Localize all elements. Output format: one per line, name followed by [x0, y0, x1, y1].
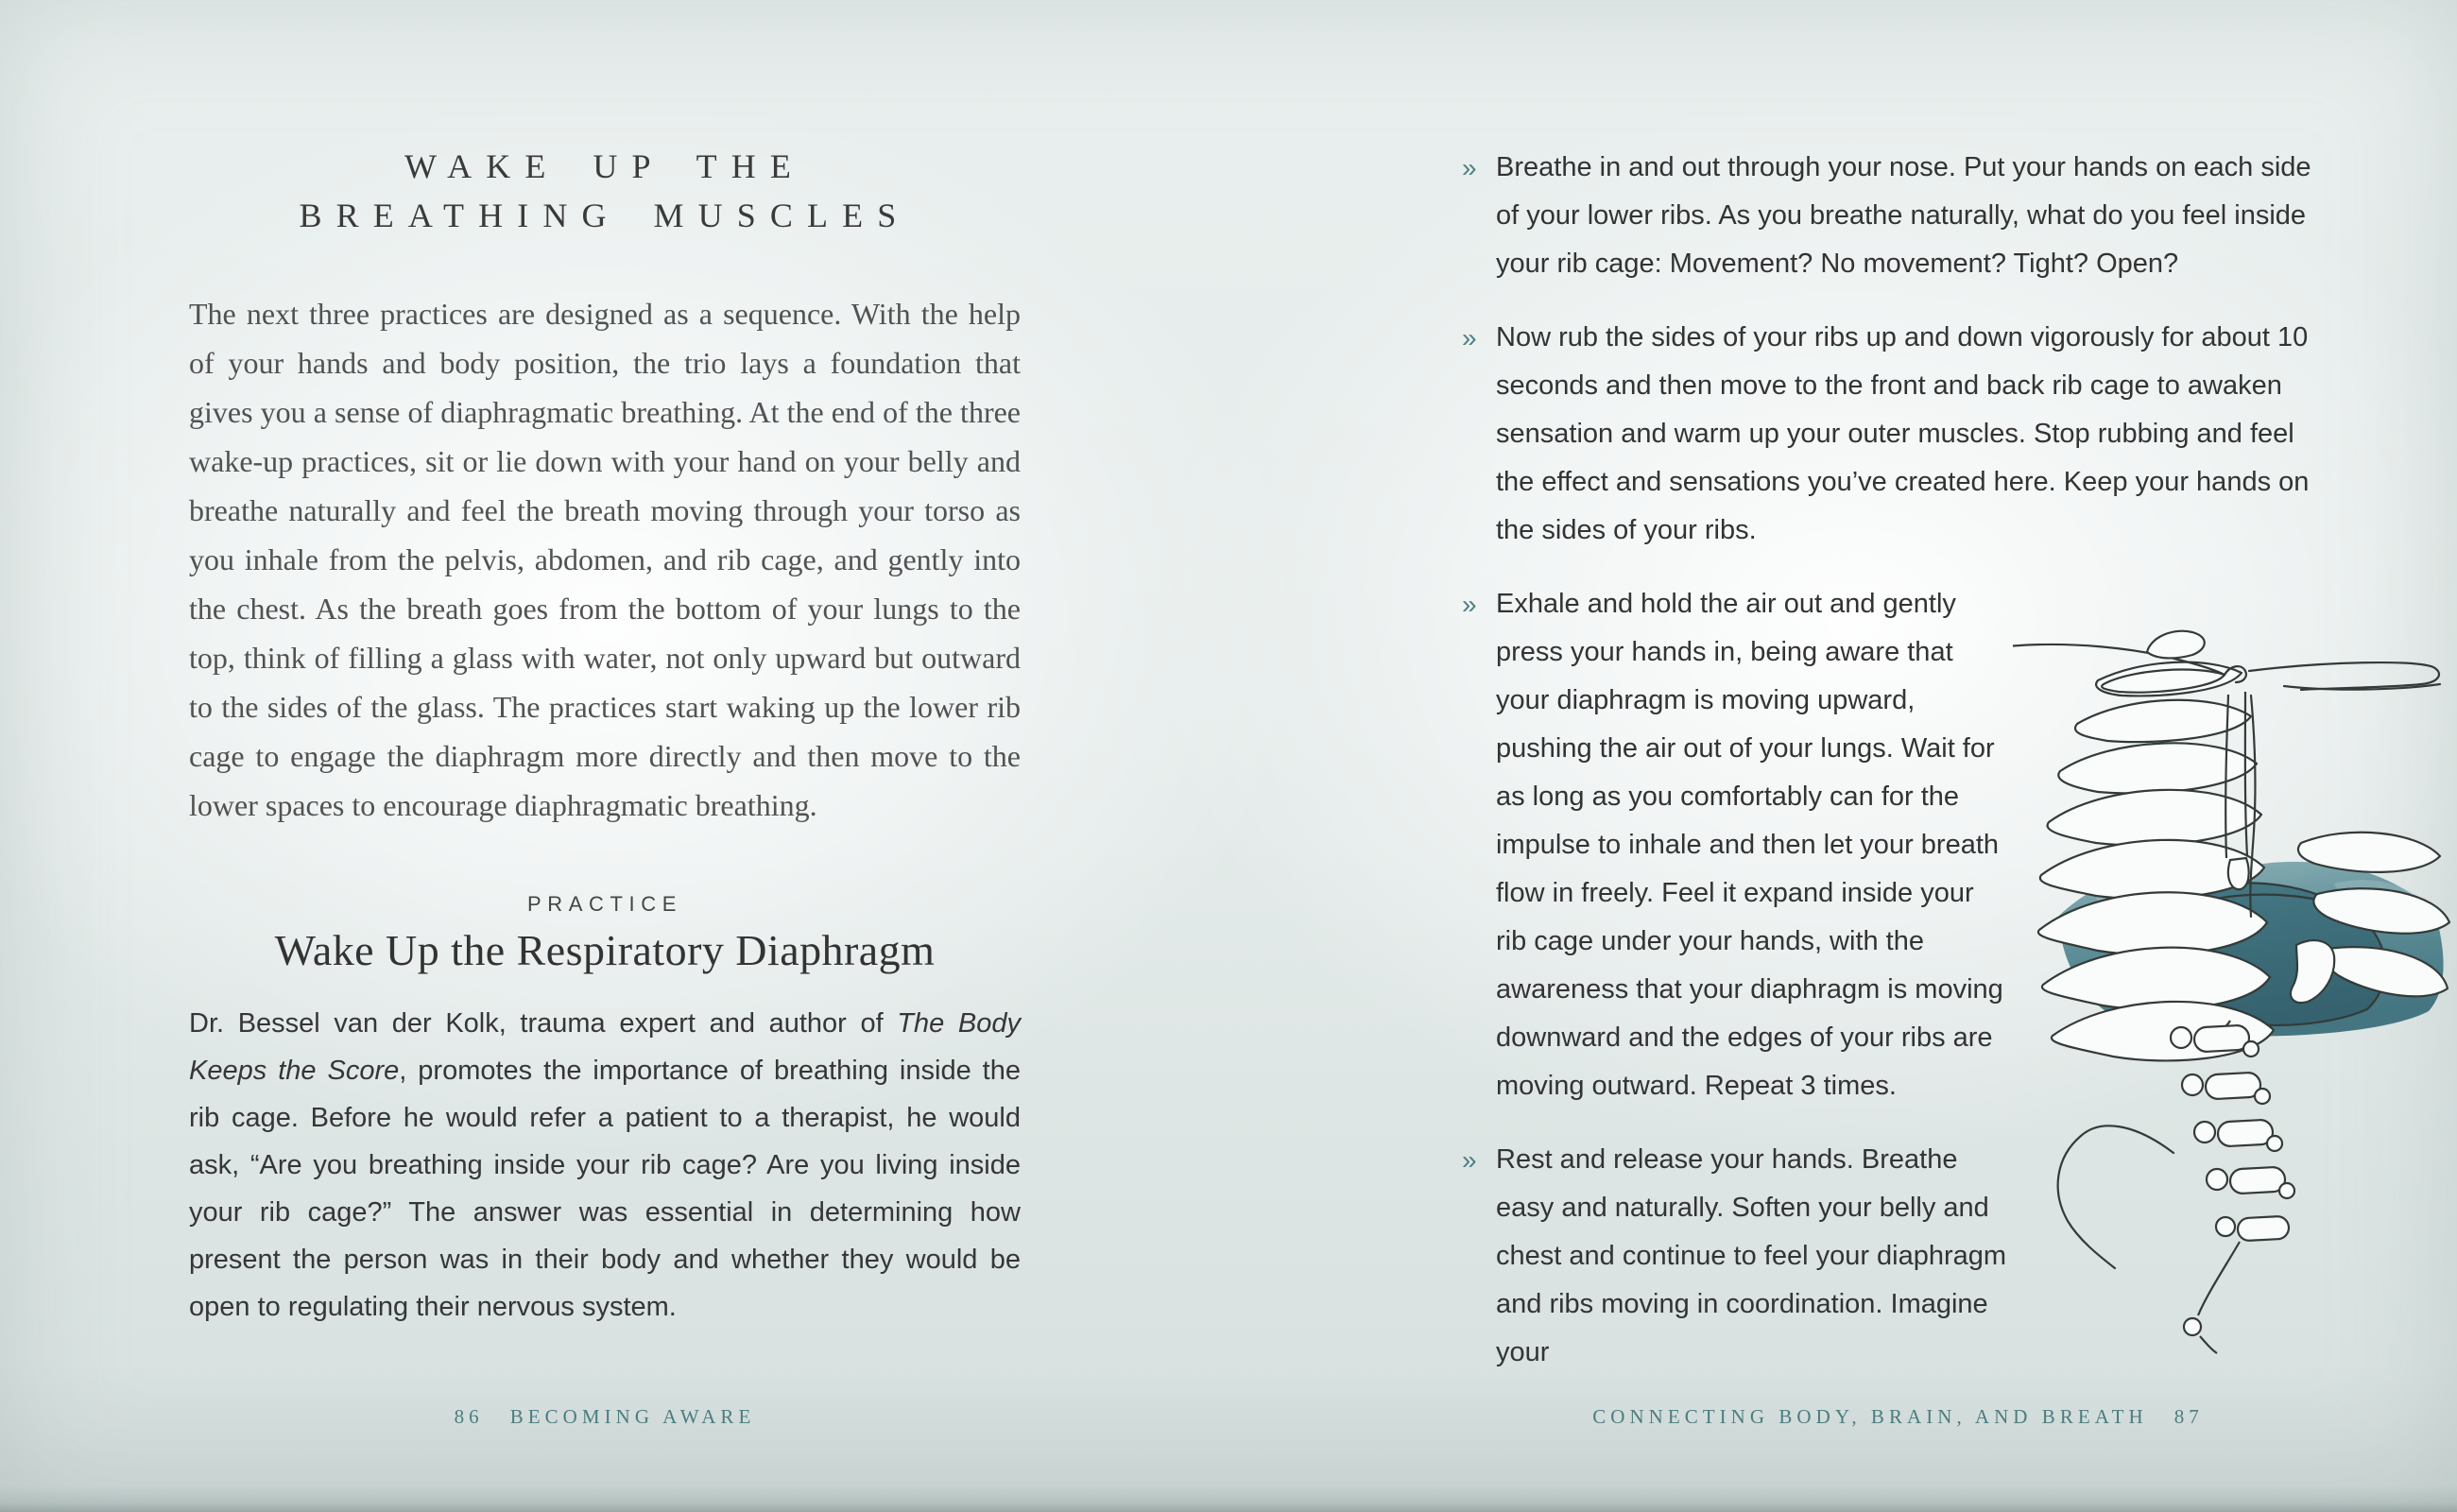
- left-page: [0, 0, 1228, 1512]
- book-title-italic: The Body Keeps the Score: [189, 1008, 1021, 1086]
- double-chevron-bullet-icon: »: [1462, 323, 1477, 352]
- double-chevron-bullet-icon: »: [1462, 153, 1477, 182]
- right-page-folio: [1462, 1405, 2334, 1429]
- running-head-right: CONNECTING BODY, BRAIN, AND BREATH: [1592, 1405, 2148, 1428]
- practice-step-text: Now rub the sides of your ribs up and down vigorously for about 10 seconds and then move to the front and back rib cage to awaken sensation and warm up your outer muscles. Stop rubbing and feel the effect and sensations you’ve created here. Keep your hands on the sides of your ribs.: [1496, 322, 2310, 545]
- double-chevron-bullet-icon: »: [1462, 1145, 1477, 1175]
- practice-step: [1462, 144, 2457, 288]
- practice-intro-paragraph: [189, 1000, 1021, 1331]
- right-page: [1228, 0, 2457, 1512]
- practice-intro-text-cont: , promotes the importance of breathing inside the rib cage. Before he would refer a patient to a therapist, he would ask, “Are you breathing inside your rib cage? Are you living inside your rib cage?” The answer was essential in determining how present the person was in their body and whether they would be open to regulating their nervous system.: [189, 1056, 1021, 1322]
- ribcage-diaphragm-illustration: [2013, 605, 2457, 1370]
- running-head-left: BECOMING AWARE: [509, 1405, 756, 1428]
- practice-label: PRACTICE: [526, 892, 683, 916]
- section-title-line1: WAKE UP THE: [404, 147, 805, 185]
- left-page-folio: [189, 1405, 1021, 1429]
- page-number-left: 86: [454, 1405, 484, 1428]
- double-chevron-bullet-icon: »: [1462, 590, 1477, 619]
- practice-step-text: Exhale and hold the air out and gently press your hands in, being aware that your diaphragm is moving upward, pushing the air out of your lungs. Wait for as long as you comfortably can for the impulse to inhale and then let your breath flow in freely. Feel it expand inside your rib cage under your hands, with the awareness that your diaphragm is moving downward and the edges of your ribs are moving outward. Repeat 3 times.: [1496, 589, 2003, 1101]
- page-number-right: 87: [2174, 1405, 2204, 1428]
- section-title: [189, 142, 1021, 240]
- practice-step-text: Breathe in and out through your nose. Put your hands on each side of your lower ribs. As you breathe naturally, what do you feel inside your rib cage: Movement? No movement? Tight? Open?: [1496, 152, 2311, 279]
- section-title-line2: BREATHING MUSCLES: [299, 197, 911, 234]
- practice-step: [1462, 314, 2457, 555]
- practice-step-text: Rest and release your hands. Breathe easy and naturally. Soften your belly and chest and continue to feel your diaphragm and ribs moving in coordination. Imagine your: [1496, 1144, 2007, 1367]
- intro-paragraph: The next three practices are designed as a sequence. With the help of your hands and body position, the trio lays a foundation that gives you a sense of diaphragmatic breathing. At the end of the three wake-up practices, sit or lie down with your hand on your belly and breathe naturally and feel the breath moving through your torso as you inhale from the pelvis, abdomen, and rib cage, and gently into the chest. As the breath goes from the bottom of your lungs to the top, think of filling a glass with water, not only upward but outward to the sides of the glass. The practices start waking up the lower rib cage to engage the diaphragm more directly and then move to the lower spaces to encourage diaphragmatic breathing.: [189, 297, 1021, 822]
- practice-intro-text: Dr. Bessel van der Kolk, trauma expert and author of: [189, 1008, 898, 1039]
- practice-title: Wake Up the Respiratory Diaphragm: [274, 926, 936, 974]
